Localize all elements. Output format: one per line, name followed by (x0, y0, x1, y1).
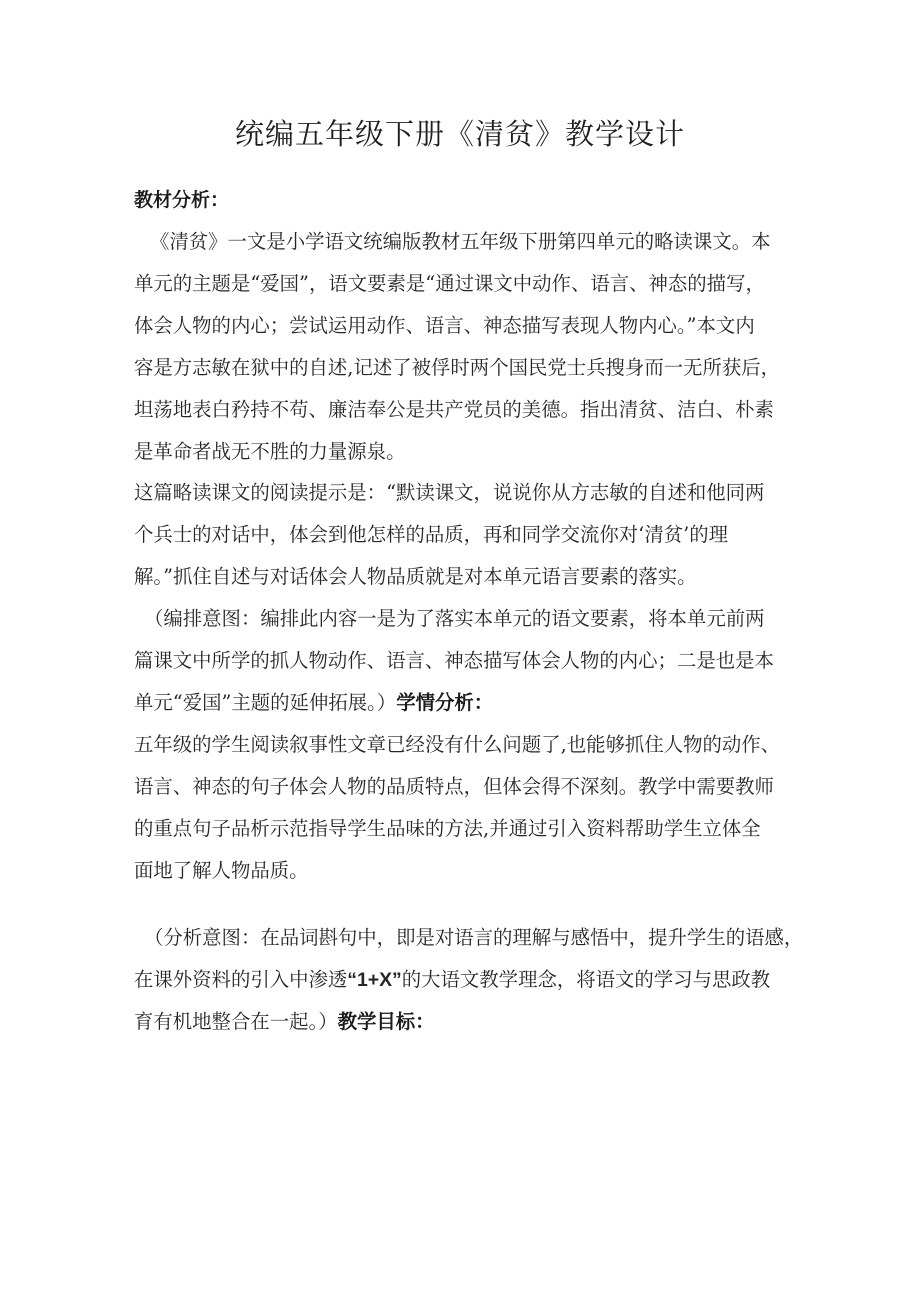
paragraph-line: 五年级的学生阅读叙事性文章已经没有什么问题了,也能够抓住人物的动作、 (134, 733, 781, 756)
paragraph-line: 解。”抓住自述与对话体会人物品质就是对本单元语言要素的落实。 (134, 565, 697, 588)
note-text: 在课外资料的引入中渗透 (134, 968, 348, 991)
paragraph-line: 容是方志敏在狱中的自述,记述了被俘时两个国民党士兵搜身而一无所获后， (134, 356, 781, 379)
section-heading-goals: 教学目标： (337, 1010, 435, 1033)
note-line-with-heading (134, 688, 794, 718)
paragraph-line: 语言、神态的句子体会人物的品质特点，但体会得不深刻。教学中需要教师 (134, 775, 774, 798)
note-text: 单元“爱国”主题的延伸拓展。） (134, 691, 397, 714)
note-highlight: “1+X” (347, 969, 402, 991)
section-heading-students: 学情分析： (396, 691, 494, 714)
note-text: 育有机地整合在一起。） (134, 1010, 338, 1033)
paragraph-line: 体会人物的内心；尝试运用动作、语言、神态描写表现人物内心。”本文内 (134, 314, 755, 337)
paragraph-line: 《清贫》一文是小学语文统编版教材五年级下册第四单元的略读课文。本 (150, 230, 771, 253)
note-line: 篇课文中所学的抓人物动作、语言、神态描写体会人物的内心；二是也是本 (134, 649, 774, 672)
paragraph-line: 个兵士的对话中，体会到他怎样的品质，再和同学交流你对‘清贫’的理 (134, 523, 729, 546)
note-line-with-heading (134, 1007, 794, 1037)
paragraph-line: 是革命者战无不胜的力量源泉。 (134, 440, 406, 463)
paragraph-line: 面地了解人物品质。 (134, 859, 309, 882)
note-text: 的大语文教学理念，将语文的学习与思政教 (401, 968, 771, 991)
paragraph-line: 的重点句子品析示范指导学生品味的方法,并通过引入资料帮助学生立体全 (134, 817, 761, 840)
document-title: 统编五年级下册《清贫》教学设计 (234, 117, 685, 151)
section-heading-material: 教材分析： (134, 189, 230, 211)
note-line: （分析意图：在品词斟句中，即是对语言的理解与感悟中，提升学生的语感， (144, 926, 804, 949)
paragraph-line: 单元的主题是“爱国”，语文要素是“通过课文中动作、语言、神态的描写， (134, 272, 765, 295)
note-line (134, 965, 794, 995)
paragraph-line: 这篇略读课文的阅读提示是：“默读课文，说说你从方志敏的自述和他同两 (134, 481, 765, 504)
paragraph-line: 坦荡地表白矜持不苟、廉洁奉公是共产党员的美德。指出清贫、洁白、朴素 (134, 398, 774, 421)
note-line: （编排意图：编排此内容一是为了落实本单元的语文要素，将本单元前两 (144, 607, 765, 630)
